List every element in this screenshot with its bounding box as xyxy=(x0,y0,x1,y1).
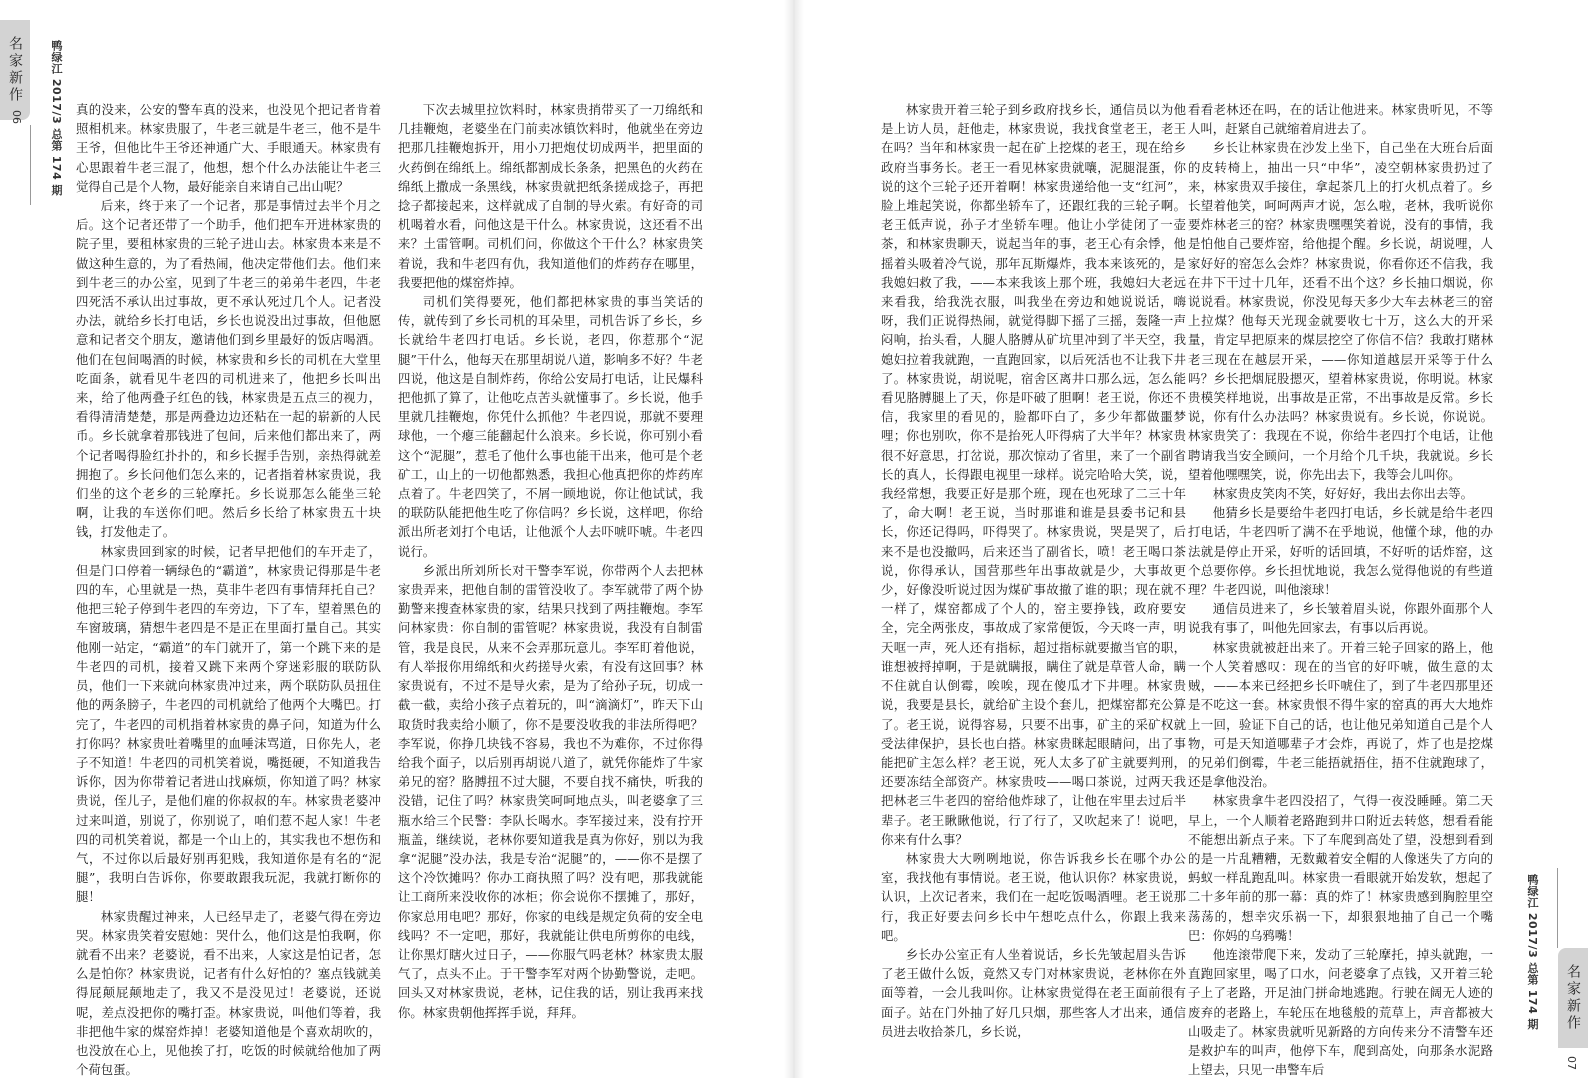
text-column-4 xyxy=(1188,100,1493,1078)
section-tab-left xyxy=(0,20,30,120)
paragraph: 林家贵醒过神来，人已经早走了，老婆气得在旁边哭。林家贵笑着安慰她：哭什么，他们这是怕我啊，你就看不出来？老婆说，看不出来，人家这是怕记者，怎么是怕你？林家贵说，记者有什么好怕的？塞点钱就美得屁颠屁颠地走了，我又不是没见过！老婆说，还说呢，差点没把你的嘴打歪。林家贵说，叫他们等着，我非把他牛家的煤窑炸掉！老婆知道他是个喜欢胡吹的，也没放在心上，见他挨了打，吃饭的时候就给他加了两个荷包蛋。 xyxy=(76,908,381,1078)
paragraph: 后来，终于来了一个记者，那是事情过去半个月之后。这个记者还带了一个助手，他们把车开进林家贵的院子里，要租林家贵的三轮子进山去。林家贵本来是不做这种生意的，为了看热闹，他决定带他们去。他们来到牛老三的办公室，见到了牛老三的弟弟牛老四，牛老四死活不承认出过事故，更不承认死过几个人。记者没办法，就给乡长打电话，乡长也说没出过事故，但他愿意和记者交个朋友，邀请他们到乡里最好的饭店喝酒。他们在包间喝酒的时候，林家贵和乡长的司机在大堂里吃面条，就看见牛老四的司机进来了，他把乡长叫出来，给了他两叠子红色的钱，林家贵是五点三的视力，看得清清楚楚，那是两叠边边还粘在一起的崭新的人民币。乡长就拿着那钱进了包间，后来他们都出来了，两个记者喝得脸红扑扑的，和乡长握手告别，亲热得就差拥抱了。乡长问他们怎么来的，记者指着林家贵说，我们坐的这个老乡的三轮摩托。乡长说那怎么能坐三轮啊，让我的车送你们吧。然后乡长给了林家贵五十块钱，打发他走了。 xyxy=(76,198,381,540)
section-tab-label: 名家新作 xyxy=(1565,964,1581,1032)
paragraph: 林家贵就被赶出来了。开着三轮子回家的路上，他一个人笑着感叹：现在的当官的好吓唬，做生意的太贼，——本来已经把乡长吓唬住了，到了牛老四那里还是不吃这一套。林家贵恨不得牛家的窑真的再大大地炸上一回，验证下自己的话，也让他兄弟知道自己是个人物，可是天知道哪辈子才会炸，再说了，炸了也是挖煤的兄弟们倒霉，牛老三能捂就捂住，捂不住就跑球了，还是拿他没治。 xyxy=(1188,639,1493,790)
paragraph: 司机们笑得要死，他们都把林家贵的事当笑话的传，就传到了乡长司机的耳朵里，司机告诉了乡长，乡长就给牛老四打电话。乡长说，老四，你惹那个“泥腿”干什么，他每天在那里胡说八道，影响多不好？牛老四说，他这是自制炸药，你给公安局打电话，让民爆科把他抓了算了，让他吃点苦头就懂事了。乡长说，他手里就几挂鞭炮，你凭什么抓他？牛老四说，那就不要理球他，一个瘪三能翻起什么浪来。乡长说，你可别小看这个“泥腿”，惹毛了他什么事也能干出来，他可是个老矿工，山上的一切他都熟悉，我担心他真把你的炸药库点着了。牛老四笑了，不屑一顾地说，你让他试试，我的联防队能把他生吃了你信吗？乡长说，这样吧，你给派出所老刘打个电话，让他派个人去吓唬吓唬。牛老四说行。 xyxy=(398,294,703,559)
page-number: 06 xyxy=(10,110,23,124)
paragraph: 林家贵拿牛老四没招了，气得一夜没睡睡。第二天早上，一个人顺着老路跑到井口附近去转悠，想看看能不能想出新点子来。下了车爬到高处了望，没想到看到的是一片乱糟糟，无数戴着安全帽的人像迷失了方向的蚂蚁一样乱跑乱叫。林家贵一看眼就开始发软，想起了二十多年前的那一幕：真的炸了！林家贵感到胸腔里空荡荡的，想幸灾乐祸一下，却狠狠地抽了自己一个嘴巴：你妈的乌鸦嘴！ xyxy=(1188,793,1493,943)
divider xyxy=(30,125,31,205)
text-column-2 xyxy=(398,100,703,1020)
issue-label: 鸭绿江 2017/3 总第 174 期 xyxy=(50,40,63,197)
paragraph: 真的没来，公安的警车真的没来，也没见个把记者肯着照相机来。林家贵服了，牛老三就是牛老三，他不是牛王爷，但他比牛王爷还神通广大、手眼通天。林家贵有心思跟着牛老三混了，他想，想个什么办法能让牛老三觉得自己是个人物，最好能亲自来请自己出山呢？ xyxy=(76,102,381,194)
paragraph: 他猜乡长是要给牛老四打电话，乡长就是给牛老四打电话，牛老四听了满不在乎地说，他懂个球，他的办法就是停止开采，好听的话回填，不好听的话炸窑，这个总要你停。乡长担忧地说，我怎么觉得他说的有些道理？牛老四说，叫他滚球！ xyxy=(1188,505,1493,598)
paragraph: 乡长办公室正有人坐着说话，乡长先皱起眉头告诉了老王做什么饭，竟然又专门对林家贵说，老林你在外面等着，一会儿我叫你。让林家贵觉得在老王面前很有面子。站在门外抽了好几只烟，那些客人才出来，通信员进去收拾茶几，乡长说， xyxy=(881,946,1186,1039)
issue-label: 鸭绿江 2017/3 总第 174 期 xyxy=(1526,873,1539,1030)
page-number: 07 xyxy=(1565,1056,1578,1070)
paragraph: 林家贵皮笑肉不笑，好好好，我出去你出去等。 xyxy=(1212,486,1473,502)
paragraph: 林家贵大大咧咧地说，你告诉我乡长在哪个办公室，我找他有事情说。老王说，他认识你？林家贵说，认识，上次记者来，我们在一起吃饭喝酒哩。老王说那行，我正好要去问乡长中午想吃点什么，你跟上我来吧。 xyxy=(881,850,1186,943)
paragraph: 乡派出所刘所长对干警李军说，你带两个人去把林家贵弄来，把他自制的雷管没收了。李军就带了两个协勤警来搜查林家贵的家，结果只找到了两挂鞭炮。李军问林家贵：你自制的雷管呢？林家贵说，我没有自制雷管，我是良民，从来不会弄那玩意儿。李军盯着他说，有人举报你用绵纸和火药搓导火索，有没有这回事？林家贵说有，不过不是导火索，是为了给孙子玩，切成一截一截，卖给小孩子点着玩的，叫“滴滴灯”，昨天下山取货时我卖给小顺了，你不是要没收我的非法所得吧？李军说，你挣几块钱不容易，我也不为难你，不过你得给我个面子，以后别再胡说八道了，就凭你能炸了牛家弟兄的窑？胳膊扭不过大腿，不要自找不痛快，听我的没错，记住了吗？林家贵笑呵呵地点头，叫老婆拿了三瓶水给三个民警：李队长喝水。李军接过来，没有拧开瓶盖，继续说，老林你要知道我是真为你好，别以为我拿“泥腿”没办法，我是专治“泥腿”的，——你不是摆了这个冷饮摊吗？你办工商执照了吗？没有吧，那我就能让工商所来没收你的冰柜；你会说你不摆摊了，那好，你家总用电吧？那好，你家的电线是规定负荷的安全电线吗？不一定吧，那好，我就能让供电所剪你的电线，让你黑灯瞎火过日子，——你服气吗老林？林家贵太服气了，点头不止。于干警李军对两个协勤警说，走吧。回头又对林家贵说，老林，记住我的话，别让我再来找你。林家贵朝他挥挥手说，拜拜。 xyxy=(398,562,703,1020)
paragraph: 林家贵回到家的时候，记者早把他们的车开走了，但是门口停着一辆绿色的“霸道”，林家贵记得那是牛老四的车，心里就是一热，莫非牛老四有事情拜托自己？他把三轮子停到牛老四的车旁边，下了车，望着黑色的车窗玻璃，猜想牛老四是不是正在里面打量自己。其实他刚一站定，“霸道”的车门就开了，第一个跳下来的是牛老四的司机，接着又跳下来两个穿迷彩服的联防队员，他们一下来就向林家贵冲过来，两个联防队员扭住他的两条膀子，牛老四的司机就给了他两个大嘴巴。打完了，牛老四的司机指着林家贵的鼻子问，知道为什么打你吗？林家贵吐着嘴里的血唾沫骂道，日你先人，老子不知道！牛老四的司机笑着说，嘴挺硬，不知道我告诉你，因为你带着记者进山找麻烦，你知道了吗？林家贵说，侄儿子，是他们雇的你叔叔的车。林家贵老婆冲过来叫道，别说了，你别说了，咱们惹不起人家！牛老四的司机笑着说，都是一个山上的，其实我也不想伤和气，不过你以后最好别再犯贱，我知道你是有名的“泥腿”，我明白告诉你，你要敢跟我玩泥，我就打断你的腿！ xyxy=(76,543,381,905)
divider xyxy=(1557,868,1558,948)
paragraph: 乡长让林家贵在沙发上坐下，自己坐在大班台后面的皮转椅上，抽出一只“中华”，凌空朝林家贵扔过了来，林家贵双手接住，拿起茶几上的打火机点着了。乡长望着他笑，呵呵两声才说，怎么啦，老林，我听说你要炸林老三的窑？林家贵嘿嘿笑着说，没有的事情，我是怕他自己要炸窑，给他提个醒。乡长说，胡说哩，人家好好的窑怎么会炸？林家贵说，你看你还不信我，我在井下干过十几年，还看不出个这？乡长抽口烟说，你说说看。林家贵说，你没见每天多少大车去林老三的窑上拉煤？他每天光现金就要收七十万，这么大的开采量，肯定早把原来的煤层挖空了你信不信？我敢打赌林老三现在在越层开采，——你知道越层开采等于什么吗？乡长把烟屁股摁灭，望着林家贵说，你明说。林家贵模笑样地说，出事故是正常，不出事故是反常。乡长说，你有什么办法吗？林家贵说有。乡长说，你说说。林家贵笑了：我现在不说，你给牛老四打个电话，让他聘请我当安全顾问，一个月给个几千块，我就说。乡长望着他嘿嘿笑，说，你先出去下，我等会儿叫你。 xyxy=(1188,140,1493,482)
paragraph: 下次去城里拉饮料时，林家贵捎带买了一刀绵纸和几挂鞭炮，老婆坐在门前卖冰镇饮料时，他就坐在旁边把那几挂鞭炮拆开，用小刀把炮仗切成两半，把里面的火药倒在绵纸上。绵纸都割成长条条，把黑色的火药在绵纸上撒成一条黑线，林家贵就把纸条搓成捻子，再把捻子都接起来，这样就成了自制的导火索。有好奇的司机喝着水看，问他这是干什么。林家贵说，这还看不出来？土雷管啊。司机们问，你做这个干什么？林家贵笑着说，我和牛老四有仇，我知道他们的炸药存在哪里，我要把他的煤窑炸掉。 xyxy=(398,102,703,290)
paragraph: 通信员进来了，乡长皱着眉头说，你跟外面那个人说我有事了，叫他先回家去，有事以后再说。 xyxy=(1188,601,1493,636)
section-tab-right xyxy=(1558,948,1588,1048)
paragraph: 看看老林还在吗，在的话让他进来。林家贵听见，不等人叫，赶紧自己就缩着肩进去了。 xyxy=(1188,102,1493,137)
page-gutter xyxy=(784,0,804,1078)
section-tab-label: 名家新作 xyxy=(7,36,23,104)
paragraph: 林家贵开着三轮子到乡政府找乡长，通信员以为他是上访人员，赶他走，林家贵说，我找食堂老王，老王在吗？当年和林家贵一起在矿上挖煤的老王，现在给乡政府当事务长。老王一看见林家贵就嚷，泥腿混蛋，你说的这个三轮子还开着啊！林家贵递给他一支“红河”，脸上堆起笑说，你都坐轿车了，还跟红我的三轮子啊。老王低声说，孙子才坐轿车哩。他让小学徒闭了一壶茶，和林家贵聊天，说起当年的事，老王心有余悸，他摇着头吸着冷气说，那年瓦斯爆炸，我本来该死的，是我媳妇救了我，——本来我该上那个班，我媳妇大老远来看我，给我洗衣服，叫我坐在旁边和她说说话，嗨呀，我们正说得热闹，就觉得脚下摇了三摇，轰隆一声闷响，抬头看，人腿人胳膊从矿坑里冲到了半天空，我媳妇拉着我就跑，一直跑回家，以后死活也不让我下井了。林家贵说，胡说呢，宿舍区离井口那么远，怎么能看见胳膊腿上了天，你是吓破了胆啊！老王说，你还不信，我家里的看见的，脸都吓白了，多少年都做噩梦哩；你也别吹，你不是抬死人吓得病了大半年？林家贵很不好意思，打岔说，那次惊动了省里，来了一个副省长的真人，长得跟电视里一球样。说完哈哈大笑，说，我经常想，我要正好是那个班，现在也死球了二三十年了，命大啊！老王说，当时那谁和谁是县委书记和县长，你还记得吗，吓得哭了。林家贵说，哭是哭了，后来不是也没撤吗，后来还当了副省长，喷！老王喝口茶说，你得承认，国营那些年出事故就是少，大事故更少，好像没听说过因为煤矿事故撤了谁的职；现在就不一样了，煤窑都成了个人的，窑主要挣钱，政府要安全，完全两张皮，事故成了家常便饭，今天咚一声，明天哐一声，死人还有指标，超过指标就要撤当官的职，谁想被捋掉啊，于是就瞒报，瞒住了就是草菅人命，瞒不住就自认倒霉，唉唉，现在傻瓜才下井哩。林家贵说，我要是县长，就给矿主设个套儿，把煤窑都充公算了。老王说，说得容易，只要不出事，矿主的采矿权就受法律保护，县长也白搭。林家贵眯起眼睛问，出了事能把矿主怎么样？老王说，死人太多了矿主就要判刑，还要冻结全部资产。林家贵吱——喝口茶说，过两天我把林老三牛老四的窑给他炸球了，让他在牢里去过后半辈子。老王瞅瞅他说，行了行了，又吹起来了！说吧，你来有什么事？ xyxy=(881,102,1186,847)
text-column-3 xyxy=(881,100,1186,1039)
text-column-1 xyxy=(76,100,381,1078)
paragraph: 他连滚带爬下来，发动了三轮摩托，掉头就跑，一直跑回家里，喝了口水，问老婆拿了点钱，又开着三轮子上了老路，开足油门拼命地逃跑。行驶在阔无人迹的废弃的老路上，车轮压在地毯般的荒草上，声音都被大山吸走了。林家贵就听见新路的方向传来分不清警车还是救护车的叫声，他停下车，爬到高处，向那条水泥路上望去，只见一串警车后 xyxy=(1188,946,1493,1078)
